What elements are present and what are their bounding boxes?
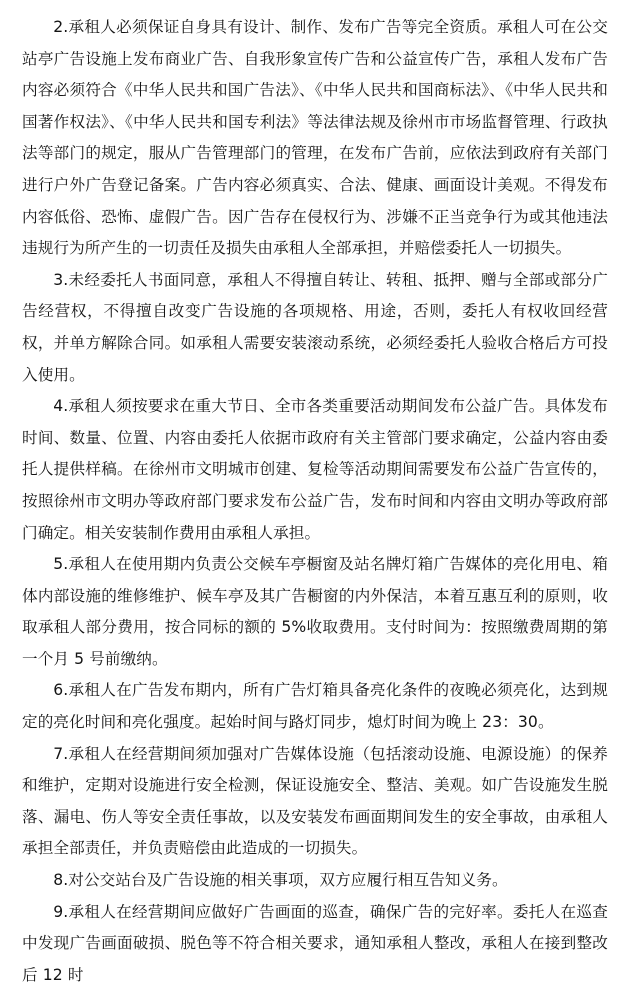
paragraph-3: 3.未经委托人书面同意，承租人不得擅自转让、转租、抵押、赠与全部或部分广告经营权，不得擅自改变广告设施的各项规格、用途，否则，委托人有权收回经营权，并单方解除合同。如承租人需要安装滚动系统，必须经委托人验收合格后方可投入使用。 [22,270,608,384]
paragraph-5: 5.承租人在使用期内负责公交候车亭橱窗及站名牌灯箱广告媒体的亮化用电、箱体内部设施的维修维护、候车亭及其广告橱窗的内外保洁，本着互惠互利的原则，收取承租人部分费用，按合同标的额的 5%收取费用。支付时间为：按照缴费周期的第一个月 5 号前缴纳。 [22,555,608,668]
paragraph-2: 2.承租人必须保证自身具有设计、制作、发布广告等完全资质。承租人可在公交站亭广告设施上发布商业广告、自我形象宣传广告和公益宣传广告，承租人发布广告内容必须符合《中华人民共和国广告法》、《中华人民共和国商标法》、《中华人民共和国著作权法》、《中华人民共和国专利法》等法律法规及徐州市市场监督管理、行政执法等部门的规定，服从广告管理部门的管理，在发布广告前，应依法到政府有关部门进行户外广告登记备案。广告内容必须真实、合法、健康、画面设计美观。不得发布内容低俗、恐怖、虚假广告。因广告存在侵权行为、涉嫌不正当竞争行为或其他违法违规行为所产生的一切责任及损失由承租人全部承担，并赔偿委托人一切损失。 [22,18,608,258]
paragraph-6: 6.承租人在广告发布期内，所有广告灯箱具备亮化条件的夜晚必须亮化，达到规定的亮化时间和亮化强度。起始时间与路灯同步，熄灯时间为晚上 23：30。 [22,681,608,732]
paragraph-4: 4.承租人须按要求在重大节日、全市各类重要活动期间发布公益广告。具体发布时间、数量、位置、内容由委托人依据市政府有关主管部门要求确定，公益内容由委托人提供样稿。在徐州市文明城市创建、复检等活动期间需要发布公益广告宣传的，按照徐州市文明办等政府部门要求发布公益广告，发布时间和内容由文明办等政府部门确定。相关安装制作费用由承租人承担。 [22,397,608,542]
paragraph-8: 8.对公交站台及广告设施的相关事项，双方应履行相互告知义务。 [53,871,508,890]
paragraph-9: 9.承租人在经营期间应做好广告画面的巡查，确保广告的完好率。委托人在巡查中发现广告画面破损、脱色等不符合相关要求，通知承租人整改，承租人在接到整改后 12 时 [22,902,608,984]
paragraph-7: 7.承租人在经营期间须加强对广告媒体设施（包括滚动设施、电源设施）的保养和维护，定期对设施进行安全检测，保证设施安全、整洁、美观。如广告设施发生脱落、漏电、伤人等安全责任事故，以及安装发布画面期间发生的安全事故，由承租人承担全部责任，并负责赔偿由此造成的一切损失。 [22,744,608,858]
